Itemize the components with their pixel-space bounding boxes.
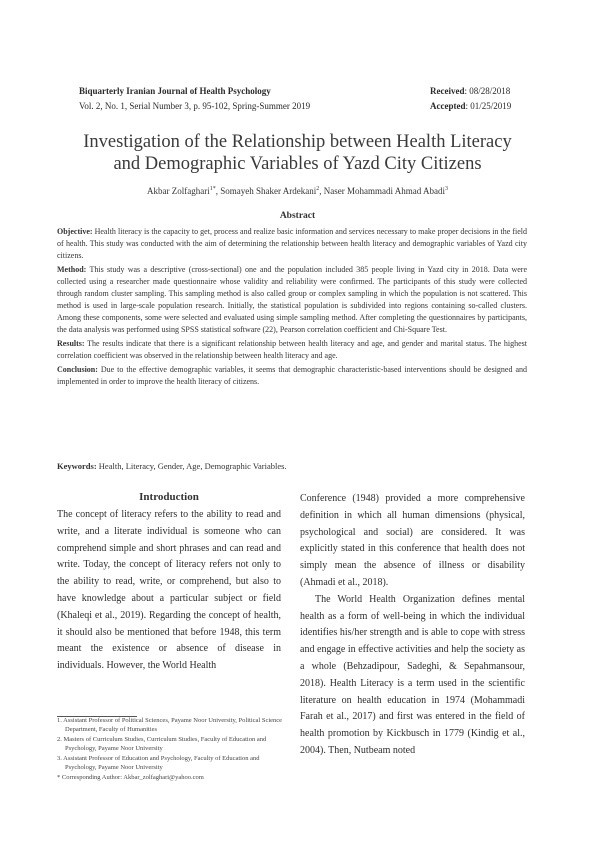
keywords-label: Keywords: xyxy=(57,461,97,471)
journal-name: Biquarterly Iranian Journal of Health Psychology xyxy=(79,86,271,96)
introduction-heading: Introduction xyxy=(139,491,199,503)
intro-column-1 xyxy=(57,507,281,675)
author-list xyxy=(40,186,555,196)
intro-paragraph-3: The World Health Organization defines mental health as a form of well-being in which the individual identifies his/her strength and is able to cope with stress and engage in effective activities and help the society as a whole (Behzadipour, Sadeghi, & Sepahmansour, 2018). Health Literacy is a term used in the scientific literature on health education in 1974 (Mohammadi Farah et al., 2017) and first was entered in the field of health promotion by Kickbusch in 1779 (Kindig et al., 2004). Then, Nutbeam noted xyxy=(300,593,525,756)
footnote-2: 2. Masters of Curriculum Studies, Curriculum Studies, Faculty of Education and Psychology, Payame Noor University xyxy=(57,736,267,752)
paper-title xyxy=(40,131,555,175)
intro-paragraph-2: Conference (1948) provided a more comprehensive definition in which all human dimensions (physical, psychological and social) are considered. It was explicitly stated in this conference that health does not simply mean the absence of illness or disability (Ahmadi et al., 2018). xyxy=(300,493,525,588)
dates-header xyxy=(430,84,511,114)
received-label: Received xyxy=(430,86,465,96)
results-text: The results indicate that there is a significant relationship between health literacy and age, and gender and marital status. The highest correlation coefficient was observed in the relationship between health literacy and age. xyxy=(57,339,527,360)
keywords-text: Health, Literacy, Gender, Age, Demographic Variables. xyxy=(96,461,287,471)
intro-column-2 xyxy=(300,491,525,760)
abstract-results xyxy=(57,338,527,362)
method-text: This study was a descriptive (cross-sectional) one and the population included 385 people living in Yazd city in 2018. Data were collected using a researcher made questionnaire whose validity and reliability were confirmed. The participants of this study were collected through random cluster sampling. This sampling method is also called group or complex sampling in which the population is not scattered. This method is used in large-scale population research. Initially, the statistical population is subdivided into regions containing so-called clusters. Among these components, some were selected and evaluated using simple sampling method. After completing the questionnaires by participants, the data analysis was performed using SPSS statistical software (22), Pearson correlation coefficient and Chi-Square Test. xyxy=(57,265,527,334)
objective-text: Health literacy is the capacity to get, process and realize basic information and services necessary to make proper decisions in the field of health. This study was conducted with the aim of determining the relationship between health literacy and demographic variables of Yazd city citizens. xyxy=(57,227,527,260)
accepted-date xyxy=(430,99,511,114)
author-3-sup: 3 xyxy=(444,186,448,192)
accepted-label: Accepted xyxy=(430,101,466,111)
accepted-value: : 01/25/2019 xyxy=(465,101,512,111)
author-2: , Somayeh Shaker Ardekani xyxy=(215,186,317,196)
results-label: Results: xyxy=(57,339,85,348)
abstract-heading: Abstract xyxy=(279,211,316,221)
author-2-sup: 2 xyxy=(316,186,320,192)
footnote-3: 3. Assistant Professor of Education and Psychology, Faculty of Education and Psychology, Payame Noor University xyxy=(57,755,260,771)
abstract-method xyxy=(57,264,527,336)
author-3: , Naser Mohammadi Ahmad Abadi xyxy=(319,186,445,196)
conclusion-label: Conclusion: xyxy=(57,365,98,374)
corresponding-author: * Corresponding Author: Akbar_zolfaghari@yahoo.com xyxy=(57,774,204,781)
title-line-1: Investigation of the Relationship between Health Literacy xyxy=(83,132,512,152)
abstract-body xyxy=(57,226,527,390)
received-date xyxy=(430,84,511,99)
journal-header xyxy=(79,84,310,114)
footnotes xyxy=(57,716,285,783)
title-line-2: and Demographic Variables of Yazd City Citizens xyxy=(113,154,482,174)
keywords xyxy=(57,461,527,471)
objective-label: Objective: xyxy=(57,227,93,236)
conclusion-text: Due to the effective demographic variables, it seems that demographic characteristic-based interventions should be designed and implemented in order to improve the health literacy of citizens. xyxy=(57,365,527,386)
author-1-sup: 1* xyxy=(209,186,216,192)
issue-info: Vol. 2, No. 1, Serial Number 3, p. 95-102, Spring-Summer 2019 xyxy=(79,101,311,111)
method-label: Method: xyxy=(57,265,87,274)
author-1: Akbar Zolfaghari xyxy=(147,186,210,196)
abstract-conclusion xyxy=(57,364,527,388)
received-value: : 08/28/2018 xyxy=(464,86,511,96)
footnote-1: 1. Assistant Professor of Political Sciences, Payame Noor University, Political Science Department, Faculty of Humanities xyxy=(57,717,283,733)
intro-paragraph-1: The concept of literacy refers to the ability to read and write, and a literate individual is someone who can comprehend simple and short phrases and can read and write. Today, the concept of literacy refers not only to the ability to read, write, or comprehend, but also to have knowledge about a particular subject or field (Khaleqi et al., 2019). Regarding the concept of health, it should also be mentioned that before 1948, this term meant the existence or absence of disease in individuals. However, the World Health xyxy=(57,509,281,672)
abstract-objective xyxy=(57,226,527,262)
